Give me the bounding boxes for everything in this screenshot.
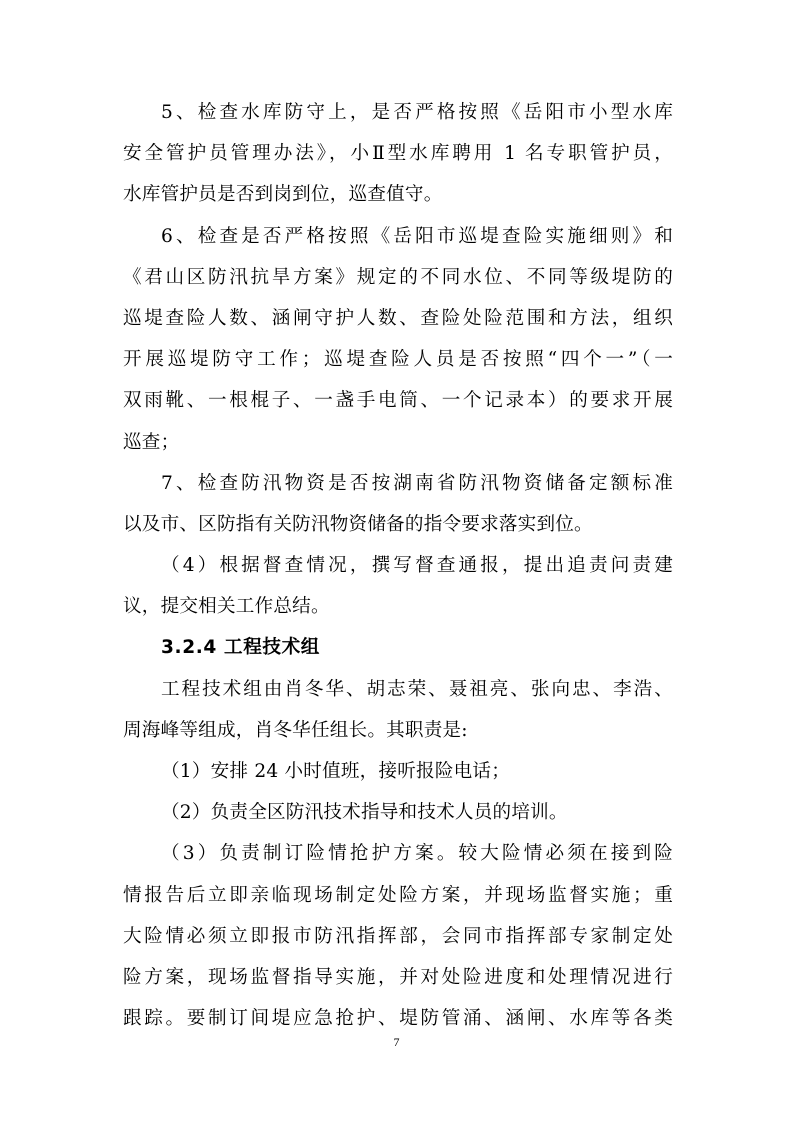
paragraph-line: 《君山区防汛抗旱方案》规定的不同水位、不同等级堤防的: [123, 266, 673, 288]
paragraph-line: 6、检查是否严格按照《岳阳市巡堤查险实施细则》和: [161, 225, 673, 247]
paragraph-line: 5、检查水库防守上，是否严格按照《岳阳市小型水库: [161, 102, 673, 123]
paragraph-line: 跟踪。要制订间堤应急抢护、堤防管涌、涵闸、水库等各类: [123, 1008, 673, 1030]
paragraph-line: 周海峰等组成，肖冬华任组长。其职责是:: [123, 719, 468, 741]
section-heading: 3.2.4 工程技术组: [161, 637, 320, 659]
paragraph-line: 险方案，现场监督指导实施，并对处险进度和处理情况进行: [123, 966, 673, 988]
paragraph-line: 大险情必须立即报市防汛指挥部，会同市指挥部专家制定处: [123, 925, 673, 947]
paragraph-line: 以及市、区防指有关防汛物资储备的指令要求落实到位。: [123, 513, 593, 535]
paragraph-line: 议，提交相关工作总结。: [123, 596, 330, 618]
paragraph-line: 水库管护员是否到岗到位，巡查值守。: [123, 184, 443, 206]
paragraph-line: 开展巡堤防守工作；巡堤查险人员是否按照“四个一”（一: [123, 349, 673, 371]
paragraph-line: 情报告后立即亲临现场制定处险方案，并现场监督实施；重: [123, 884, 673, 906]
paragraph-line: 安全管护员管理办法》，小Ⅱ型水库聘用 1 名专职管护员，: [123, 143, 673, 165]
paragraph-line: （3）负责制订险情抢护方案。较大险情必须在接到险: [161, 843, 673, 865]
body-text: [123, 92, 673, 1039]
paragraph-line: （1）安排 24 小时值班，接听报险电话；: [161, 761, 511, 782]
paragraph-line: 双雨靴、一根棍子、一盏手电筒、一个记录本）的要求开展: [123, 390, 673, 412]
paragraph-line: （2）负责全区防汛技术指导和技术人员的培训。: [161, 802, 568, 824]
page-number: 7: [393, 1035, 400, 1049]
paragraph-line: （4）根据督查情况，撰写督查通报，提出追责问责建: [161, 555, 673, 577]
paragraph-line: 7、检查防汛物资是否按湖南省防汛物资储备定额标准: [161, 472, 673, 494]
paragraph-line: 工程技术组由肖冬华、胡志荣、聂祖亮、张向忠、李浩、: [161, 678, 673, 700]
paragraph-line: 巡查；: [123, 431, 180, 453]
paragraph-line: 巡堤查险人数、涵闸守护人数、查险处险范围和方法，组织: [123, 307, 673, 329]
